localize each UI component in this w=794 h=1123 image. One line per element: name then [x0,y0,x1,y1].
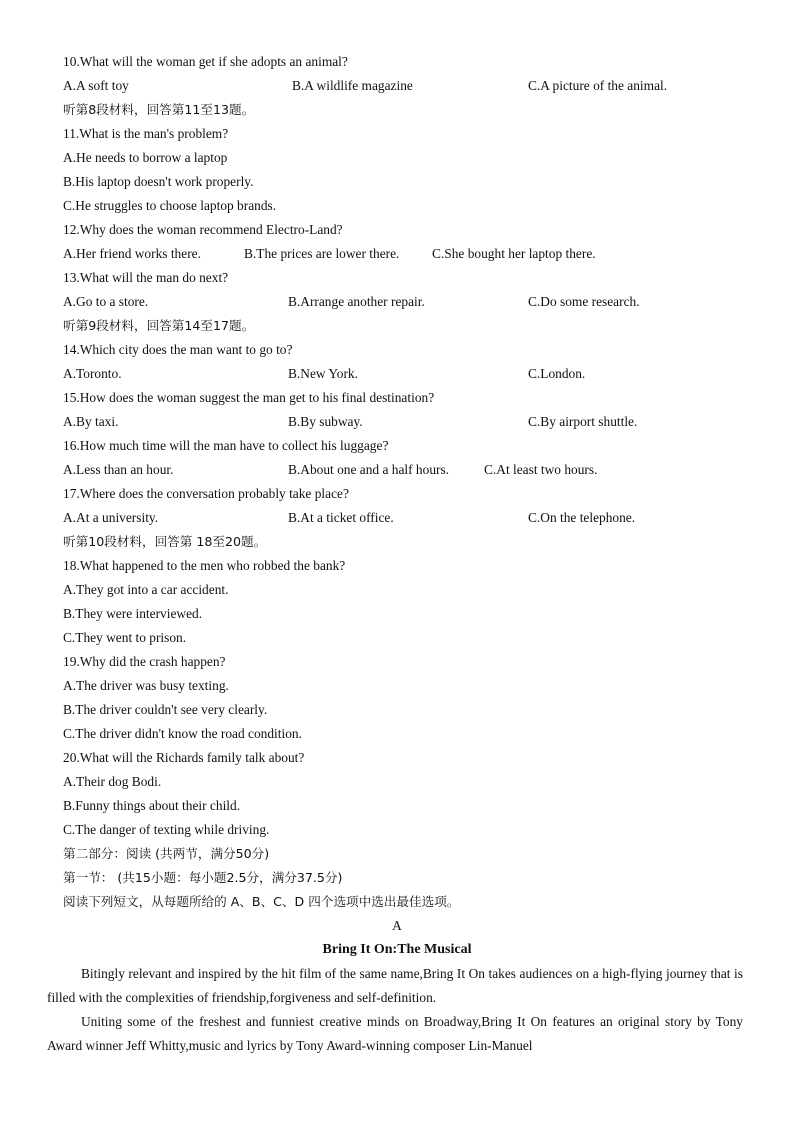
question-17-options [63,509,743,527]
option-c: C.They went to prison. [63,630,187,645]
section-9-heading: 听第9段材料，回答第14至17题。 [63,318,255,333]
question-20: 20.What will the Richards family talk about? [63,750,305,765]
option-a: A.A soft toy [63,78,129,93]
option-b: B.The driver couldn't see very clearly. [63,702,268,717]
section-1-heading: 第一节： (共15小题：每小题2.5分，满分37.5分) [63,870,343,885]
option-a: A.By taxi. [63,414,119,429]
question-14: 14.Which city does the man want to go to? [63,342,293,357]
option-a: A.They got into a car accident. [63,582,229,597]
option-a: A.Go to a store. [63,294,149,309]
question-16: 16.How much time will the man have to collect his luggage? [63,438,389,453]
question-10: 10.What will the woman get if she adopts an animal? [63,54,348,69]
option-a: A.The driver was busy texting. [63,678,229,693]
question-16-options [63,461,743,479]
question-19: 19.Why did the crash happen? [63,654,226,669]
option-b: B.New York. [288,366,358,381]
question-15: 15.How does the woman suggest the man get to his final destination? [63,390,435,405]
option-c: C.She bought her laptop there. [432,246,596,261]
option-b: B.By subway. [288,414,363,429]
option-c: C.The danger of texting while driving. [63,822,270,837]
question-15-options [63,413,743,431]
part-2-heading: 第二部分：阅读 (共两节，满分50分) [63,846,270,861]
option-c: C.By airport shuttle. [528,414,638,429]
question-11: 11.What is the man's problem? [63,126,229,141]
passage-title: Bring It On:The Musical [322,942,472,957]
option-a: A.Less than an hour. [63,462,174,477]
option-c: C.He struggles to choose laptop brands. [63,198,277,213]
option-c: C.Do some research. [528,294,640,309]
option-b: B.The prices are lower there. [244,246,400,261]
option-b: B.His laptop doesn't work properly. [63,174,254,189]
question-12-options [63,245,743,263]
question-17: 17.Where does the conversation probably take place? [63,486,349,501]
option-a: A.Toronto. [63,366,122,381]
option-b: B.They were interviewed. [63,606,203,621]
option-b: B.Arrange another repair. [288,294,425,309]
option-a: A.Their dog Bodi. [63,774,162,789]
option-b: B.Funny things about their child. [63,798,241,813]
passage-letter: A [392,918,402,933]
question-13-options [63,293,743,311]
paragraph-1-text: Bitingly relevant and inspired by the hit film of the same name,Bring It On takes audiences on a high-flying journey that is filled with the complexities of friendship,forgiveness and self-definition. [47,966,743,1005]
section-10-heading: 听第10段材料，回答第 18至20题。 [63,534,267,549]
option-b: B.A wildlife magazine [292,78,413,93]
option-c: C.At least two hours. [484,462,598,477]
passage-paragraph-2 [47,1010,743,1058]
question-12: 12.Why does the woman recommend Electro-Land? [63,222,343,237]
reading-instructions: 阅读下列短文，从每题所给的 A、B、C、D 四个选项中选出最佳选项。 [63,894,460,909]
option-b: B.At a ticket office. [288,510,394,525]
paragraph-2-text: Uniting some of the freshest and funniest creative minds on Broadway,Bring It On features an original story by Tony Award winner Jeff Whitty,music and lyrics by Tony Award-winning composer Lin-Manuel [47,1014,743,1053]
option-b: B.About one and a half hours. [288,462,450,477]
option-c: C.The driver didn't know the road condition. [63,726,302,741]
option-c: C.A picture of the animal. [528,78,668,93]
option-a: A.He needs to borrow a laptop [63,150,228,165]
section-8-heading: 听第8段材料，回答第11至13题。 [63,102,255,117]
question-18: 18.What happened to the men who robbed the bank? [63,558,346,573]
option-a: A.Her friend works there. [63,246,201,261]
question-14-options [63,365,743,383]
option-c: C.On the telephone. [528,510,636,525]
question-10-options [63,77,743,95]
option-c: C.London. [528,366,586,381]
question-13: 13.What will the man do next? [63,270,229,285]
passage-paragraph-1 [47,962,743,1010]
option-a: A.At a university. [63,510,159,525]
